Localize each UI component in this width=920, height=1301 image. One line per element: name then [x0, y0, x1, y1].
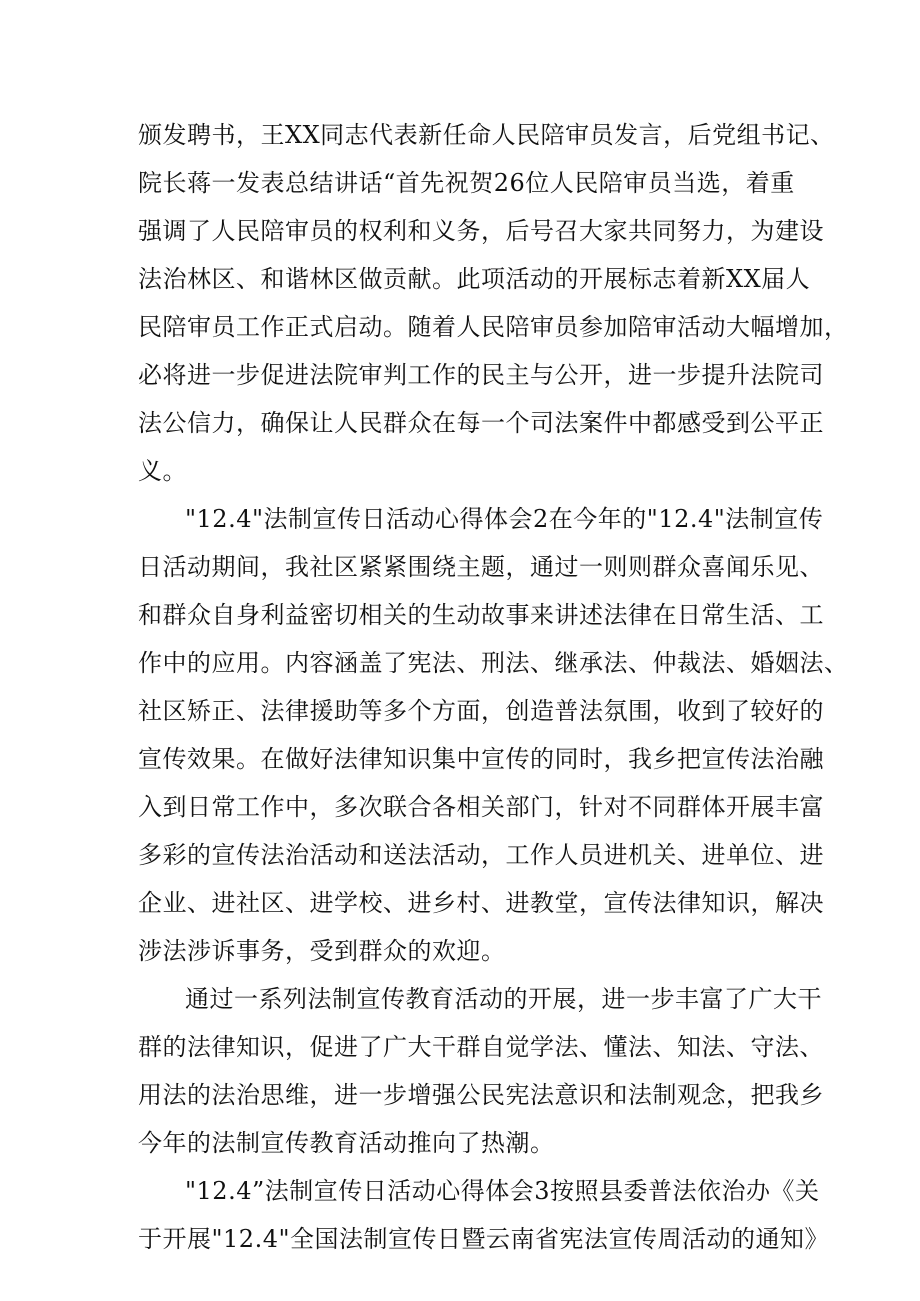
paragraph-2-line-2: 日活动期间，我社区紧紧围绕主题，通过一则则群众喜闻乐见、	[138, 553, 824, 581]
paragraph-2-line-4: 作中的应用。内容涵盖了宪法、刑法、继承法、仲裁法、婚姻法、	[138, 649, 849, 677]
paragraph-2-line-3: 和群众自身利益密切相关的生动故事来讲述法律在日常生活、工	[138, 601, 824, 629]
paragraph-1-line-5: 民陪审员工作正式启动。随着人民陪审员参加陪审活动大幅增加，	[138, 313, 849, 341]
paragraph-3-line-2: 群的法律知识，促进了广大干群自觉学法、懂法、知法、守法、	[138, 1033, 824, 1061]
paragraph-1-line-8: 义。	[138, 457, 187, 485]
paragraph-1-line-3: 强调了人民陪审员的权利和义务，后号召大家共同努力，为建设	[138, 217, 824, 245]
paragraph-1-line-7: 法公信力，确保让人民群众在每一个司法案件中都感受到公平正	[138, 409, 824, 437]
paragraph-2-line-5: 社区矫正、法律援助等多个方面，创造普法氛围，收到了较好的	[138, 697, 824, 725]
paragraph-1-line-1: 颁发聘书，王XX同志代表新任命人民陪审员发言，后党组书记、	[138, 121, 835, 149]
paragraph-4-line-2: 于开展"12.4"全国法制宣传日暨云南省宪法宣传周活动的通知》	[138, 1225, 830, 1253]
paragraph-2-line-1: "12.4"法制宣传日活动心得体会2在今年的"12.4"法制宣传	[185, 505, 824, 533]
paragraph-2-line-8: 多彩的宣传法治活动和送法活动，工作人员进机关、进单位、进	[138, 841, 824, 869]
paragraph-1-line-4: 法治林区、和谐林区做贡献。此项活动的开展标志着新XX届人	[138, 265, 811, 293]
paragraph-4-line-1: "12.4”法制宣传日活动心得体会3按照县委普法依治办《关	[185, 1177, 820, 1205]
paragraph-3-line-3: 用法的法治思维，进一步增强公民宪法意识和法制观念，把我乡	[138, 1081, 824, 1109]
paragraph-1-line-2: 院长蒋一发表总结讲话“首先祝贺26位人民陪审员当选，着重	[138, 169, 795, 197]
paragraph-2-line-10: 涉法涉诉事务，受到群众的欢迎。	[138, 937, 506, 965]
paragraph-3-line-1: 通过一系列法制宣传教育活动的开展，进一步丰富了广大干	[185, 985, 822, 1013]
paragraph-2-line-6: 宣传效果。在做好法律知识集中宣传的同时，我乡把宣传法治融	[138, 745, 824, 773]
paragraph-2-line-7: 入到日常工作中，多次联合各相关部门，针对不同群体开展丰富	[138, 793, 824, 821]
paragraph-1-line-6: 必将进一步促进法院审判工作的民主与公开，进一步提升法院司	[138, 361, 824, 389]
paragraph-3-line-4: 今年的法制宣传教育活动推向了热潮。	[138, 1129, 555, 1157]
paragraph-2-line-9: 企业、进社区、进学校、进乡村、进教堂，宣传法律知识，解决	[138, 889, 824, 917]
